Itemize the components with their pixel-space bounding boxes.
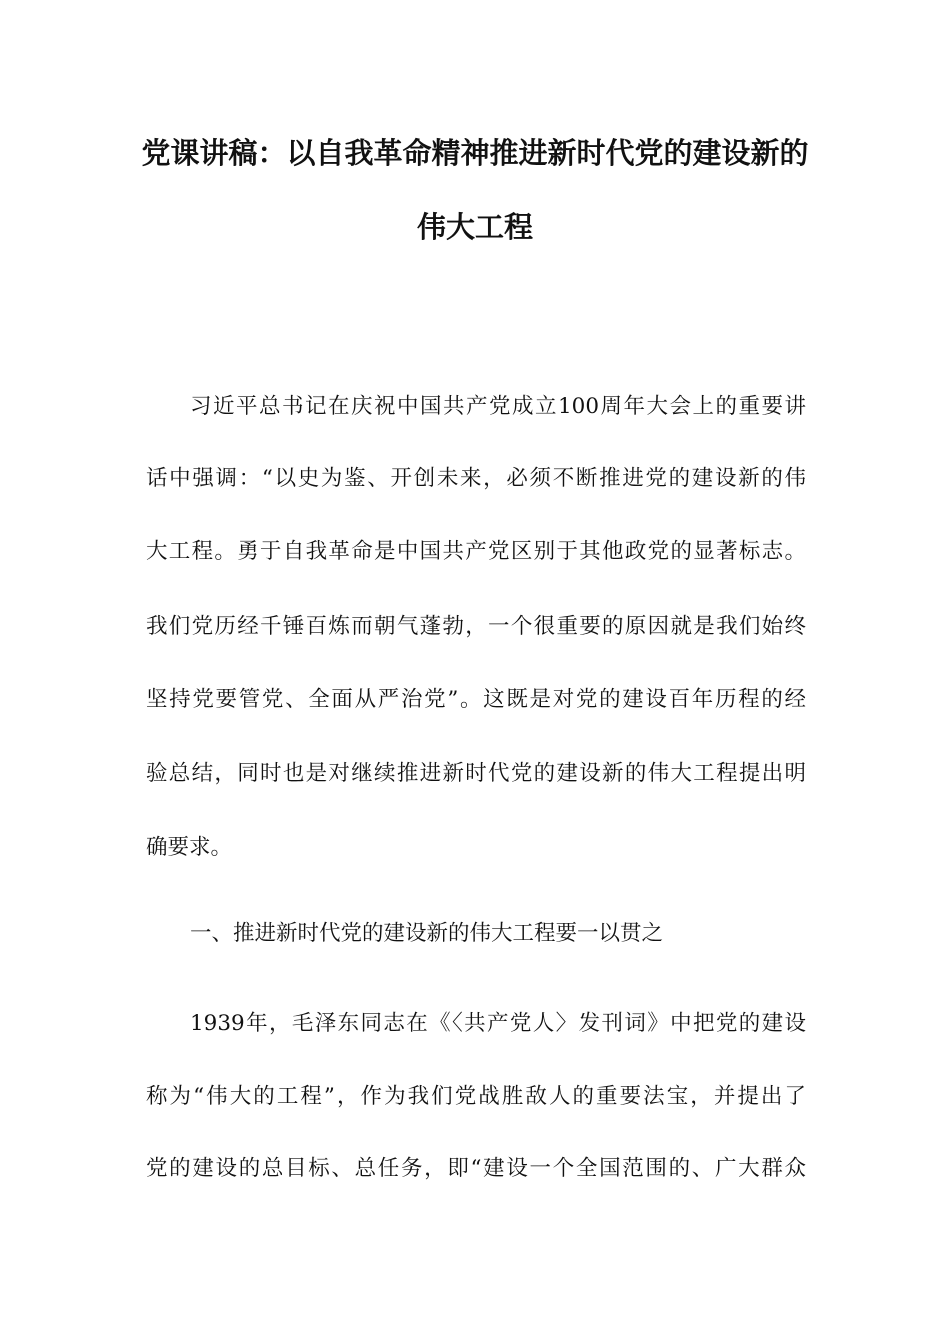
paragraph-line: 确要求。 bbox=[146, 835, 233, 860]
paragraph-line: 习近平总书记在庆祝中国共产党成立100周年大会上的重要讲 bbox=[190, 394, 806, 419]
paragraph-line: 坚持党要管党、全面从严治党”。这既是对党的建设百年历程的经 bbox=[146, 687, 806, 712]
paragraph-line: 话中强调：“以史为鉴、开创未来，必须不断推进党的建设新的伟 bbox=[146, 466, 806, 491]
paragraph-line: 验总结，同时也是对继续推进新时代党的建设新的伟大工程提出明 bbox=[146, 761, 806, 786]
paragraph-line: 党的建设的总目标、总任务，即“建设一个全国范围的、广大群众 bbox=[146, 1156, 806, 1181]
document-title-line-2: 伟大工程 bbox=[416, 210, 533, 244]
paragraph-line: 称为“伟大的工程”，作为我们党战胜敌人的重要法宝，并提出了 bbox=[146, 1084, 806, 1109]
section-heading: 一、推进新时代党的建设新的伟大工程要一以贯之 bbox=[190, 921, 664, 946]
paragraph-line: 大工程。勇于自我革命是中国共产党区别于其他政党的显著标志。 bbox=[146, 539, 806, 564]
document-title-line-1: 党课讲稿：以自我革命精神推进新时代党的建设新的 bbox=[141, 136, 809, 170]
paragraph-line: 我们党历经千锤百炼而朝气蓬勃，一个很重要的原因就是我们始终 bbox=[146, 614, 806, 639]
paragraph-line: 1939年，毛泽东同志在《〈共产党人〉发刊词》中把党的建设 bbox=[190, 1011, 806, 1036]
